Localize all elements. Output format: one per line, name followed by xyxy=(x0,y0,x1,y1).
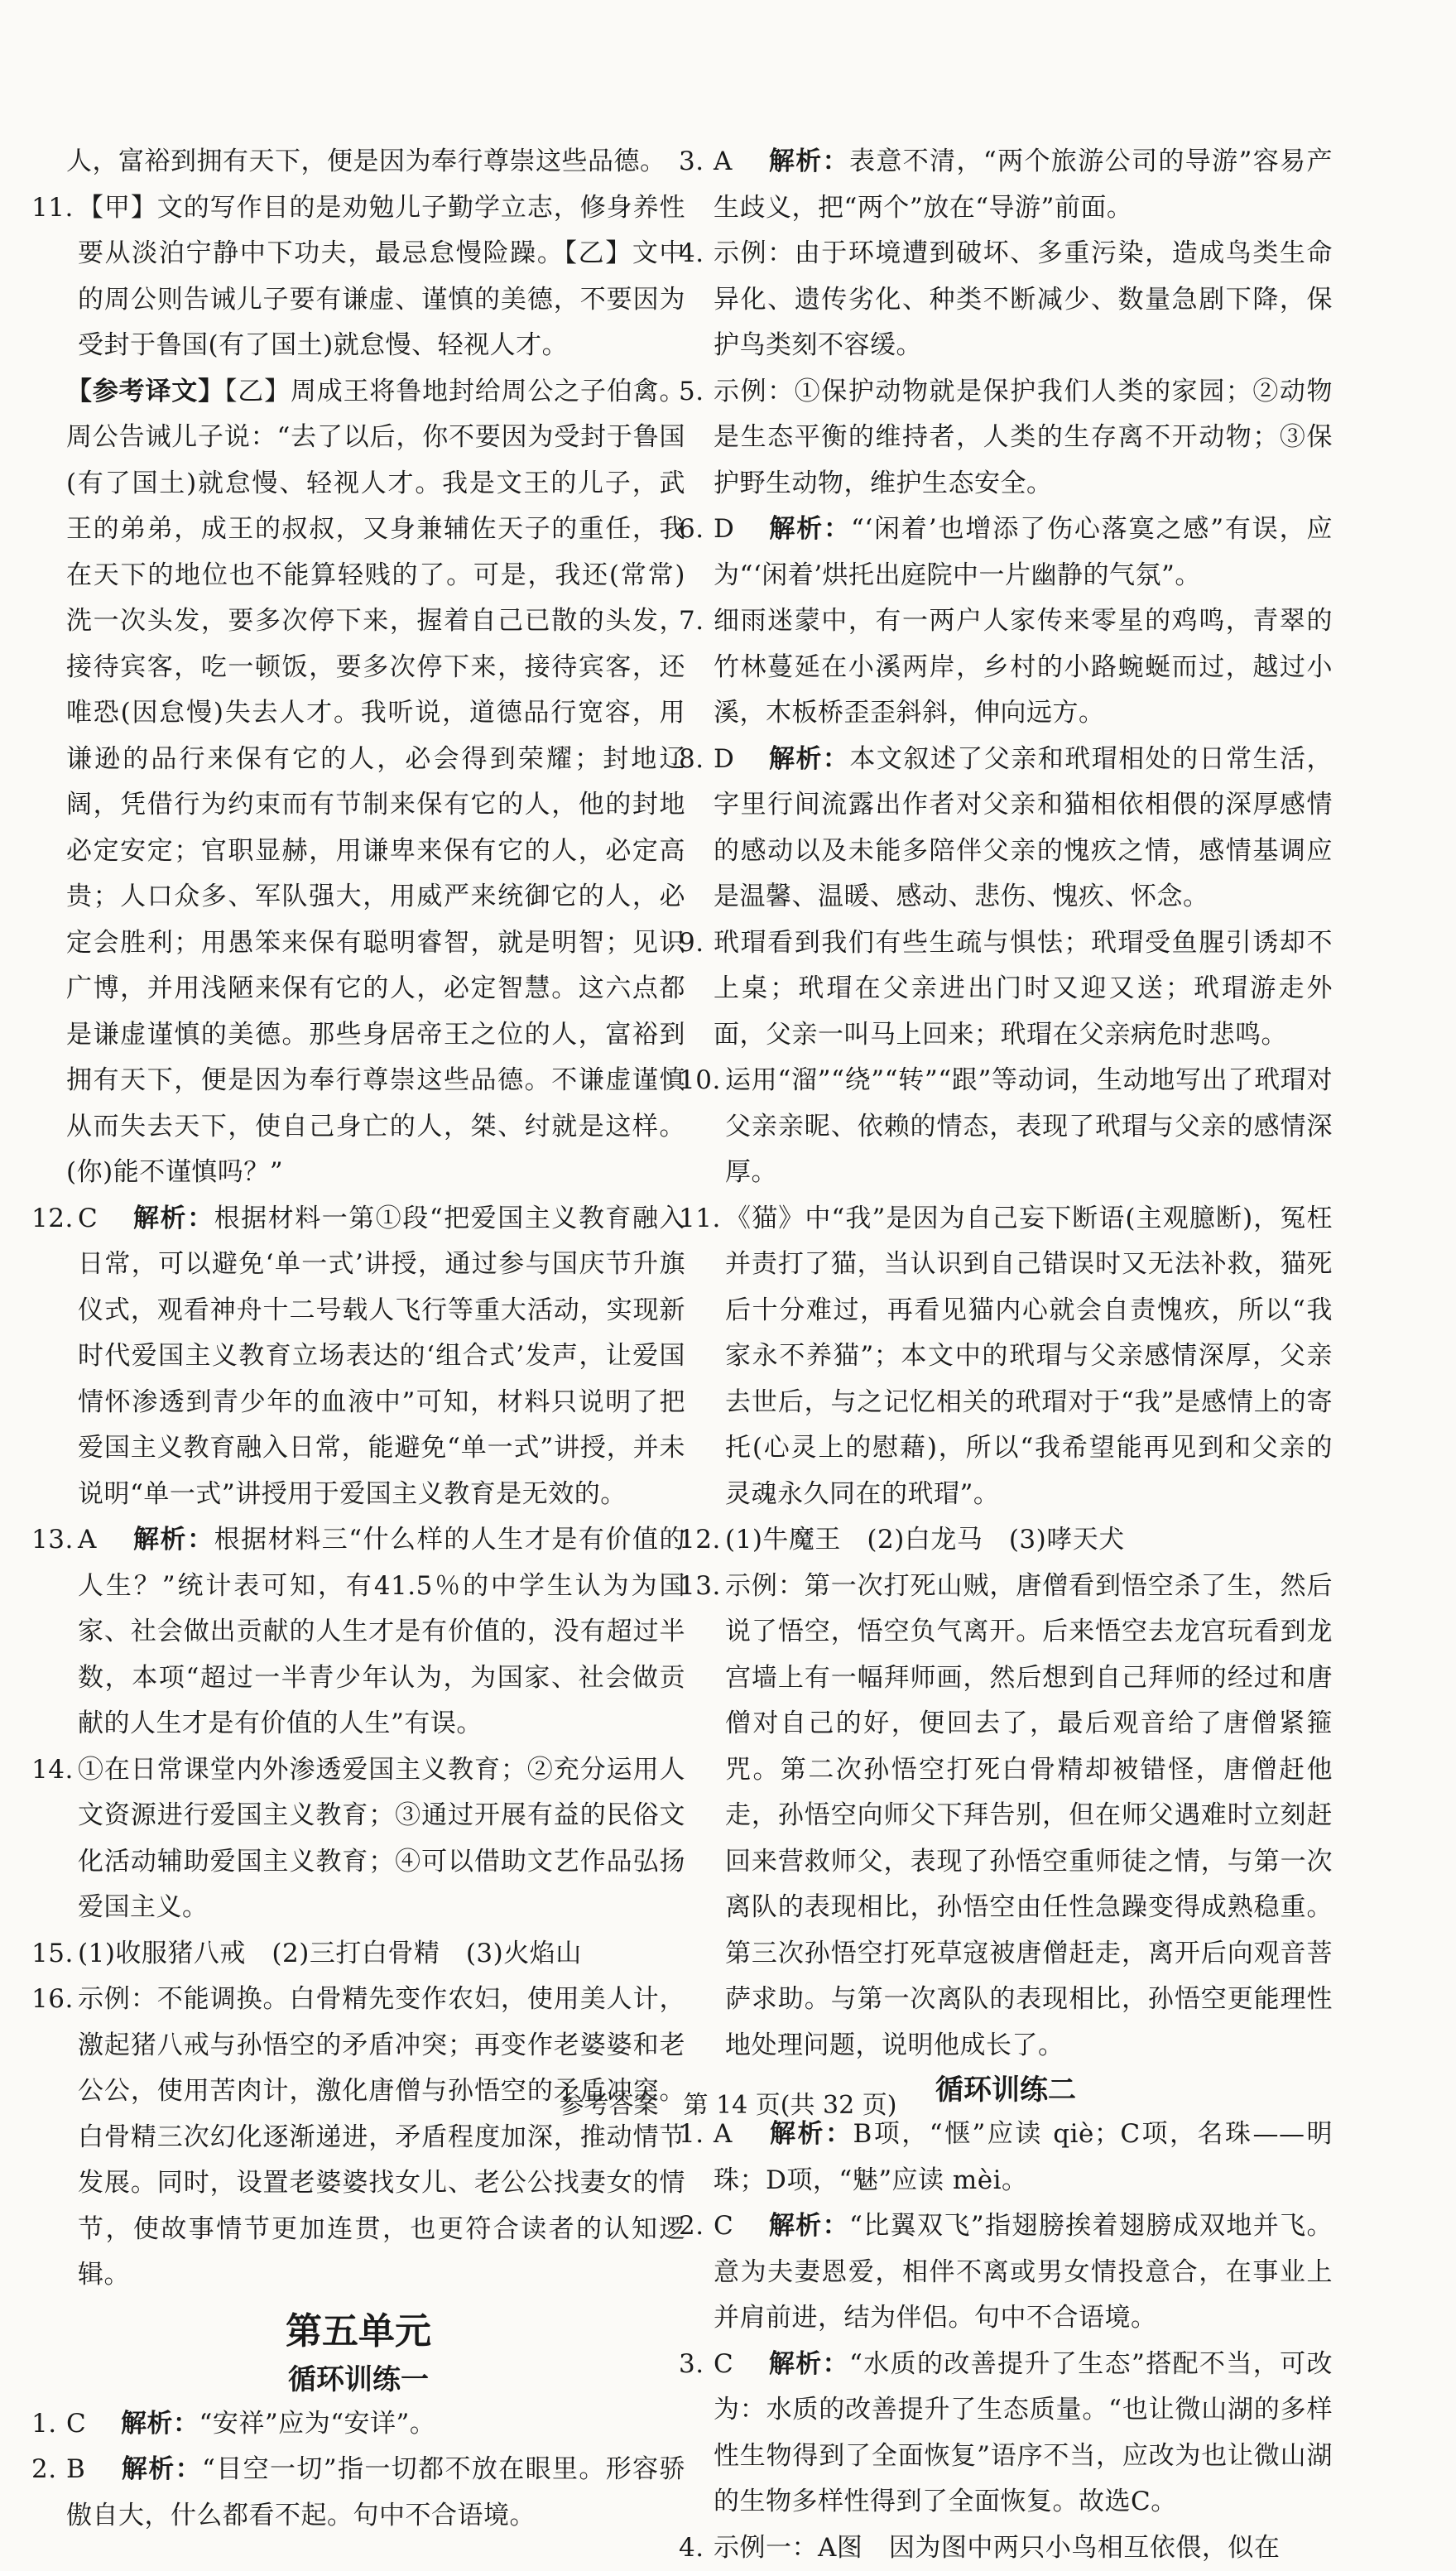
answer-text: 运用“溜”“绕”“转”“跟”等动词，生动地写出了玳瑁对父亲亲昵、依赖的情态，表现了玳瑁与父亲的感情深厚。 xyxy=(725,1065,1333,1187)
answer-16 xyxy=(31,1977,685,2299)
answer-5 xyxy=(679,369,1333,507)
translation-label: 【参考译文】 xyxy=(66,377,224,406)
answer-number: 11. xyxy=(679,1196,721,1242)
answer-number: 14. xyxy=(31,1747,74,1794)
answer-choice: C xyxy=(714,2342,768,2388)
analysis-label: 解析： xyxy=(768,744,849,774)
answer-choice: C xyxy=(714,2203,768,2250)
answer-text: ①在日常课堂内外渗透爱国主义教育；②充分运用人文资源进行爱国主义教育；③通过开展有益的民俗文化活动辅助爱国主义教育；④可以借助文艺作品弘扬爱国主义。 xyxy=(78,1755,685,1923)
answer-choice: A xyxy=(714,139,768,185)
left-column xyxy=(31,139,685,2539)
answer-text: 示例：不能调换。白骨精先变作农妇，使用美人计，激起猪八戒与孙悟空的矛盾冲突；再变作老婆婆和老公公，使用苦肉计，激化唐僧与孙悟空的矛盾冲突。白骨精三次幻化逐渐递进，矛盾程度加深，推动情节发展。同时，设置老婆婆找女儿、老公公找妻女的情节，使故事情节更加连贯，也更符合读者的认知逻辑。 xyxy=(78,1984,685,2290)
answer-6 xyxy=(679,507,1333,598)
answer-number: 1. xyxy=(31,2401,57,2448)
unit-title: 第五单元 xyxy=(31,2305,685,2358)
answer-number: 11. xyxy=(31,185,74,232)
answer-number: 5. xyxy=(679,369,704,416)
answer-12 xyxy=(31,1196,685,1518)
analysis-label: 解析： xyxy=(132,1204,214,1233)
answer-number: 13. xyxy=(31,1517,74,1564)
answer-text: 《猫》中“我”是因为自己妄下断语(主观臆断)，冤枉并责打了猫，当认识到自己错误时又无法补救，猫死后十分难过，再看见猫内心就会自责愧疚，所以“我家永不养猫”；本文中的玳瑁与父亲感情深厚，父亲去世后，与之记忆相关的玳瑁对于“我”是感情上的寄托(心灵上的慰藉)，所以“我希望能再见到和父亲的灵魂永久同在的玳瑁”。 xyxy=(725,1204,1333,1509)
answer-s1-1 xyxy=(31,2401,685,2448)
answer-choice: D xyxy=(714,507,768,553)
answer-choice: D xyxy=(714,737,768,783)
answer-11 xyxy=(679,1196,1333,1518)
answer-choice: C xyxy=(78,1196,132,1242)
translation-text: 【乙】周成王将鲁地封给周公之子伯禽。周公告诫儿子说：“去了以后，你不要因为受封于鲁国(有了国土)就怠慢、轻视人才。我是文王的儿子，武王的弟弟，成王的叔叔，又身兼辅佐天子的重任，我在天下的地位也不能算轻贱的了。可是，我还(常常)洗一次头发，要多次停下来，握着自己已散的头发，接待宾客，吃一顿饭，要多次停下来，接待宾客，还唯恐(因怠慢)失去人才。我听说，道德品行宽容，用谦逊的品行来保有它的人，必会得到荣耀；封地辽阔，凭借行为约束而有节制来保有它的人，他的封地必定安定；官职显赫，用谦卑来保有它的人，必定高贵；人口众多、军队强大，用威严来统御它的人，必定会胜利；用愚笨来保有聪明睿智，就是明智；见识广博，并用浅陋来保有它的人，必定智慧。这六点都是谦虚谨慎的美德。那些身居帝王之位的人，富裕到拥有天下，便是因为奉行尊崇这些品德。不谦虚谨慎从而失去天下，使自己身亡的人，桀、纣就是这样。(你)能不谨慎吗？” xyxy=(66,377,685,1188)
answer-text: 根据材料一第①段“把爱国主义教育融入日常，可以避免‘单一式’讲授，通过参与国庆节升旗仪式，观看神舟十二号载人飞行等重大活动，实现新时代爱国主义教育立场表达的‘组合式’发声，让爱国情怀渗透到青少年的血液中”可知，材料只说明了把爱国主义教育融入日常，能避免“单一式”讲授，并未说明“单一式”讲授用于爱国主义教育是无效的。 xyxy=(78,1204,685,1509)
answer-11 xyxy=(31,185,685,369)
analysis-label: 解析： xyxy=(768,2119,853,2149)
answer-number: 4. xyxy=(679,2525,704,2571)
answer-10 xyxy=(679,1058,1333,1196)
answer-text: 示例：由于环境遭到破坏、多重污染，造成鸟类生命异化、遗传劣化、种类不断减少、数量急剧下降，保护鸟类刻不容缓。 xyxy=(714,238,1333,360)
answer-number: 4. xyxy=(679,231,704,277)
answer-10-continuation: 人，富裕到拥有天下，便是因为奉行尊崇这些品德。 xyxy=(31,139,685,185)
answer-number: 3. xyxy=(679,2342,704,2388)
answer-text: B项，“惬”应读 qiè；C项，名珠——明珠；D项，“魅”应读 mèi。 xyxy=(714,2119,1333,2195)
answer-text: “安祥”应为“安详”。 xyxy=(199,2409,436,2439)
answer-number: 1. xyxy=(679,2112,704,2158)
answer-number: 10. xyxy=(679,1058,721,1104)
answer-choice: B xyxy=(66,2447,121,2493)
section-title: 循环训练一 xyxy=(31,2358,685,2401)
answer-number: 6. xyxy=(679,507,704,553)
answer-number: 12. xyxy=(679,1517,721,1564)
answer-s2-3 xyxy=(679,2342,1333,2525)
answer-text: “‘闲着’也增添了伤心落寞之感”有误，应为“‘闲着’烘托出庭院中一片幽静的气氛”。 xyxy=(714,514,1333,590)
answer-12 xyxy=(679,1517,1333,1564)
analysis-label: 解析： xyxy=(121,2454,202,2484)
answer-text: 示例：①保护动物就是保护我们人类的家园；②动物是生态平衡的维持者，人类的生存离不开动物；③保护野生动物，维护生态安全。 xyxy=(714,377,1333,498)
answer-11-translation xyxy=(31,369,685,1196)
answer-number: 12. xyxy=(31,1196,74,1242)
answer-3 xyxy=(679,139,1333,231)
answer-text: (1)牛魔王 (2)白龙马 (3)哮天犬 xyxy=(725,1525,1125,1555)
answer-8 xyxy=(679,737,1333,920)
answer-number: 2. xyxy=(31,2447,57,2493)
analysis-label: 解析： xyxy=(121,2409,199,2439)
answer-s2-1 xyxy=(679,2112,1333,2203)
answer-choice: C xyxy=(66,2401,121,2448)
answer-choice: A xyxy=(78,1517,132,1564)
answer-text: “比翼双飞”指翅膀挨着翅膀成双地并飞。意为夫妻恩爱，相伴不离或男女情投意合，在事业上并肩前进，结为伴侣。句中不合语境。 xyxy=(714,2211,1333,2333)
answer-text: 示例一：A图 因为图中两只小鸟相互依偎，似在 xyxy=(714,2533,1280,2563)
section-title: 循环训练二 xyxy=(679,2069,1333,2112)
answer-number: 16. xyxy=(31,1977,74,2023)
answer-text: 本文叙述了父亲和玳瑁相处的日常生活，字里行间流露出作者对父亲和猫相依相偎的深厚感情的感动以及未能多陪伴父亲的愧疚之情，感情基调应是温馨、温暖、感动、悲伤、愧疚、怀念。 xyxy=(714,744,1333,912)
right-column xyxy=(679,139,1333,2571)
answer-s2-4 xyxy=(679,2525,1333,2571)
answer-text: (1)收服猪八戒 (2)三打白骨精 (3)火焰山 xyxy=(78,1939,582,1968)
answer-text: 【甲】文的写作目的是劝勉儿子勤学立志，修身养性要从淡泊宁静中下功夫，最忌怠慢险躁。【乙】文中的周公则告诫儿子要有谦虚、谨慎的美德，不要因为受封于鲁国(有了国土)就怠慢、轻视人才。 xyxy=(78,193,685,361)
answer-number: 2. xyxy=(679,2203,704,2250)
answer-text: 根据材料三“什么样的人生才是有价值的人生？”统计表可知，有41.5％的中学生认为为国家、社会做出贡献的人生才是有价值的，没有超过半数，本项“超过一半青少年认为，为国家、社会做贡献的人生才是有价值的人生”有误。 xyxy=(78,1525,685,1738)
answer-number: 9. xyxy=(679,920,704,967)
answer-4 xyxy=(679,231,1333,369)
answer-number: 8. xyxy=(679,737,704,783)
answer-9 xyxy=(679,920,1333,1059)
answer-text: 玳瑁看到我们有些生疏与惧怯；玳瑁受鱼腥引诱却不上桌；玳瑁在父亲进出门时又迎又送；玳瑁游走外面，父亲一叫马上回来；玳瑁在父亲病危时悲鸣。 xyxy=(714,928,1333,1050)
answer-number: 15. xyxy=(31,1931,74,1978)
answer-number: 13. xyxy=(679,1564,721,1610)
analysis-label: 解析： xyxy=(132,1525,214,1555)
answer-13 xyxy=(679,1564,1333,2069)
answer-15 xyxy=(31,1931,685,1978)
analysis-label: 解析： xyxy=(768,514,851,544)
answer-text: 表意不清，“两个旅游公司的导游”容易产生歧义，把“两个”放在“导游”前面。 xyxy=(714,147,1333,223)
answer-number: 7. xyxy=(679,598,704,645)
analysis-label: 解析： xyxy=(768,2211,849,2241)
analysis-label: 解析： xyxy=(768,2349,849,2379)
answer-number: 3. xyxy=(679,139,704,185)
answer-text: 细雨迷蒙中，有一两户人家传来零星的鸡鸣，青翠的竹林蔓延在小溪两岸，乡村的小路蜿蜒而过，越过小溪，木板桥歪歪斜斜，伸向远方。 xyxy=(714,606,1333,728)
answer-text: “水质的改善提升了生态”搭配不当，可改为：水质的改善提升了生态质量。“也让微山湖的多样性生物得到了全面恢复”语序不当，应改为也让微山湖的生物多样性得到了全面恢复。故选C。 xyxy=(714,2349,1333,2517)
answer-s1-2 xyxy=(31,2447,685,2539)
analysis-label: 解析： xyxy=(768,147,849,176)
answer-s2-2 xyxy=(679,2203,1333,2342)
answer-choice: A xyxy=(714,2112,768,2158)
answer-13 xyxy=(31,1517,685,1747)
answer-7 xyxy=(679,598,1333,737)
answer-text: 示例：第一次打死山贼，唐僧看到悟空杀了生，然后说了悟空，悟空负气离开。后来悟空去龙宫玩看到龙宫墙上有一幅拜师画，然后想到自己拜师的经过和唐僧对自己的好，便回去了，最后观音给了唐僧紧箍咒。第二次孙悟空打死白骨精却被错怪，唐僧赶他走，孙悟空向师父下拜告别，但在师父遇难时立刻赶回来营救师父，表现了孙悟空重师徒之情，与第一次离队的表现相比，孙悟空由任性急躁变得成熟稳重。第三次孙悟空打死草寇被唐僧赶走，离开后向观音菩萨求助。与第一次离队的表现相比，孙悟空更能理性地处理问题，说明他成长了。 xyxy=(725,1571,1333,2060)
answer-14 xyxy=(31,1747,685,1931)
answer-text: “目空一切”指一切都不放在眼里。形容骄傲自大，什么都看不起。句中不合语境。 xyxy=(66,2454,685,2530)
page-footer: 参考答案 第 14 页(共 32 页) xyxy=(0,2084,1456,2121)
